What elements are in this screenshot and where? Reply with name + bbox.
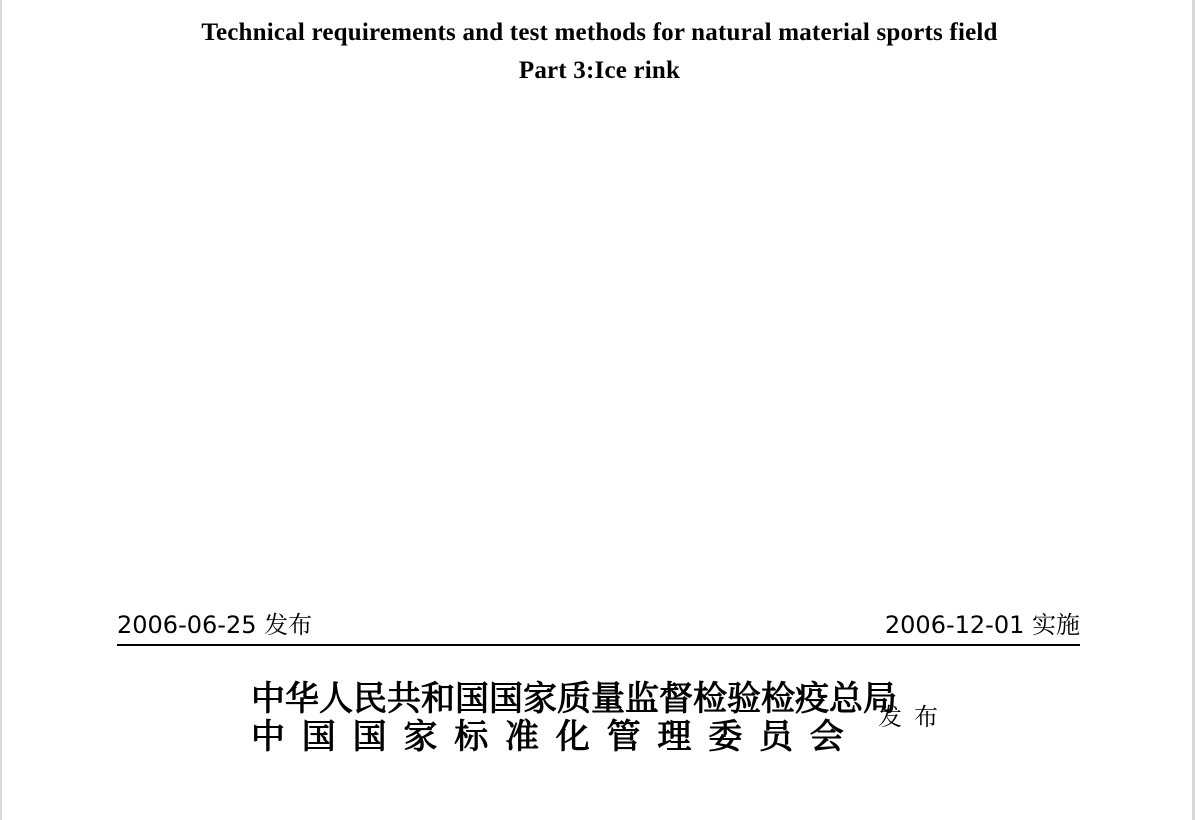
date-row — [117, 608, 1080, 646]
english-title — [2, 14, 1195, 90]
publish-label: 发布 — [878, 703, 950, 731]
publish-date: 2006-06-25 发布 — [117, 611, 313, 639]
issuing-authorities — [251, 680, 897, 756]
issuer-aqsiq: 中华人民共和国国家质量监督检验检疫总局 — [251, 679, 897, 719]
title-line-1: Technical requirements and test methods for natural material sports field — [201, 19, 998, 46]
issuer-sac: 中国国家标准化管理委员会 — [251, 717, 861, 757]
title-line-2: Part 3:Ice rink — [518, 57, 681, 84]
implement-date: 2006-12-01 实施 — [884, 611, 1080, 639]
